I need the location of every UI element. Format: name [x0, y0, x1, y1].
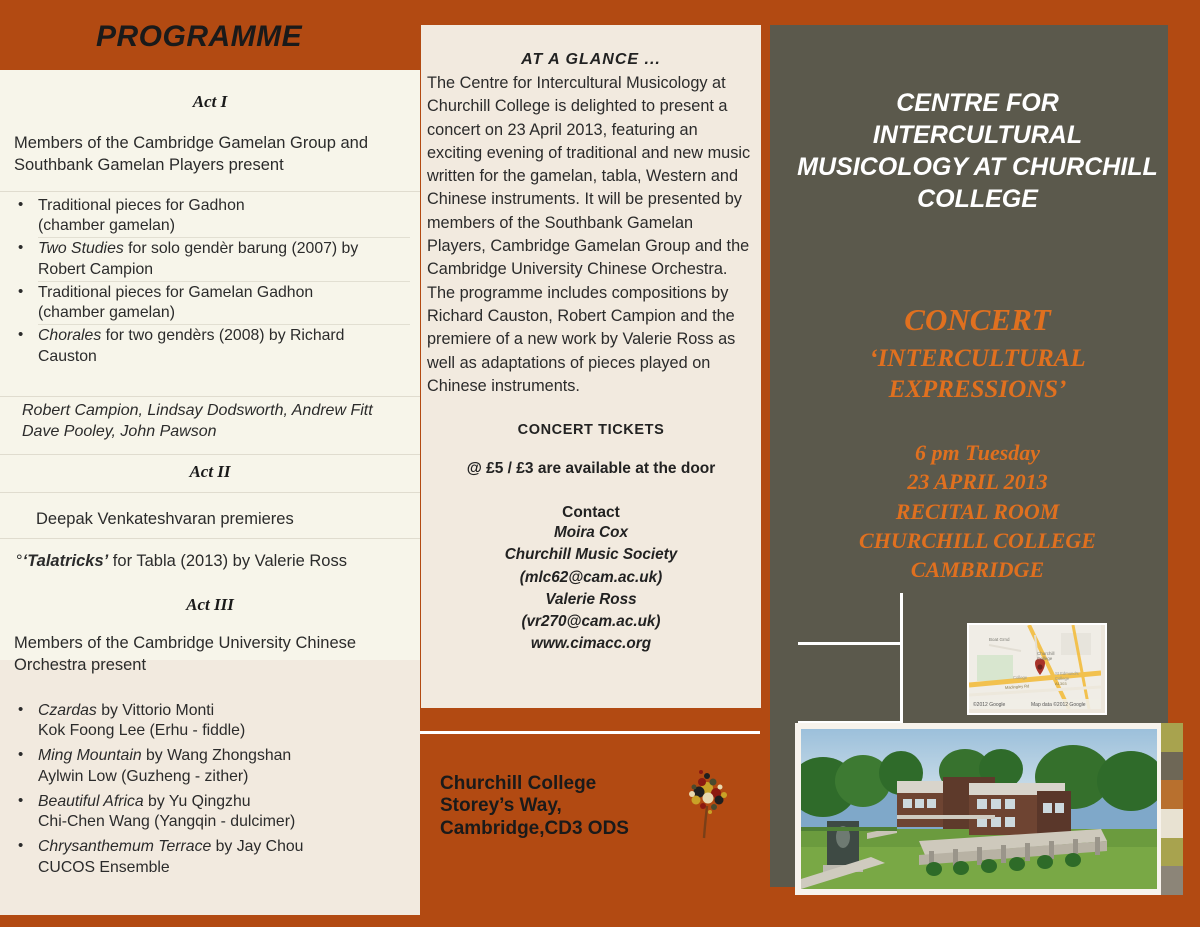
act3-lead	[0, 632, 440, 677]
map-graphic	[969, 625, 1101, 709]
list-item	[38, 700, 410, 745]
at-a-glance-body: The Centre for Intercultural Musicology at Churchill College is delighted to present a concert on 23 April 2013, featuring an exciting evening of traditional and new music written for the gamelan, tabla, Western and Chinese instruments. It will be presented by members of the Southbank Gamelan Players, Cambridge Gamelan Group and the Cambridge University Chinese Orchestra. The programme includes compositions by Richard Causton, Robert Campion and the premiere of a new work by Valerie Ross as well as adaptations of pieces played on Chinese instruments.	[427, 74, 751, 395]
piece-title: Two Studies	[38, 240, 124, 258]
event-details	[790, 438, 1165, 584]
piece-text: Traditional pieces for Gadhon	[38, 197, 245, 214]
premiere-rest: for Tabla (2013) by Valerie Ross	[108, 552, 347, 570]
white-divider-rule	[420, 731, 760, 734]
act3-block	[0, 595, 420, 615]
svg-text:College: College	[1055, 676, 1070, 681]
act3-piece-list	[0, 700, 420, 879]
event-date: 23 APRIL 2013	[907, 469, 1048, 495]
map-attribution-right: Map data ©2012 Google	[1031, 702, 1086, 708]
swatch-0	[1161, 723, 1183, 752]
college-photo-frame	[795, 723, 1163, 895]
list-item	[38, 836, 410, 878]
event-city: CAMBRIDGE	[910, 557, 1045, 582]
svg-text:College: College	[1013, 675, 1028, 680]
contact-heading: Contact	[562, 504, 620, 522]
list-item	[38, 325, 410, 367]
swatch-2	[1161, 780, 1183, 809]
swatch-4	[1161, 838, 1183, 867]
address-line-3: Cambridge,CD3 ODS	[440, 817, 629, 839]
piece-text: for solo gendèr barung (2007) by	[123, 240, 359, 258]
piece-performer: Chi-Chen Wang (Yangqin - dulcimer)	[38, 813, 296, 831]
act3-piece-list-wrap	[0, 700, 420, 879]
concert-subtitle: ‘INTERCULTURAL EXPRESSIONS’	[869, 345, 1086, 404]
act2-block	[0, 462, 420, 482]
contact-name-2: Valerie Ross	[545, 590, 637, 608]
college-photo-graphic	[801, 729, 1157, 889]
svg-text:St Edmund's: St Edmund's	[1055, 671, 1079, 676]
act2-heading: Act II	[189, 462, 231, 481]
piece-subtext: Causton	[38, 347, 97, 365]
piece-text: by Jay Chou	[211, 838, 304, 856]
map-attribution-left: ©2012 Google	[973, 702, 1006, 708]
act1-heading: Act I	[192, 92, 228, 111]
contact-website[interactable]: www.cimacc.org	[530, 635, 652, 653]
svg-text:College: College	[1037, 656, 1053, 661]
piece-title: Ming Mountain	[38, 747, 142, 765]
list-item	[38, 745, 410, 790]
piece-title: Beautiful Africa	[38, 792, 144, 810]
color-swatch-strip	[1161, 723, 1183, 895]
centre-title: CENTRE FOR INTERCULTURAL MUSICOLOGY AT CHURCHILL COLLEGE	[797, 89, 1158, 213]
divider	[0, 396, 420, 397]
piece-performer: Kok Foong Lee (Erhu - fiddle)	[38, 722, 246, 740]
piece-title: Czardas	[38, 702, 97, 719]
address-line-2: Storey’s Way,	[440, 795, 562, 817]
contact-org: Churchill Music Society	[504, 546, 678, 564]
performers-line-1: Robert Campion, Lindsay Dodsworth, Andrew Fitt	[22, 402, 373, 419]
piece-text: by Vittorio Monti	[96, 702, 215, 719]
concert-tickets-price: @ £5 / £3 are available at the door	[466, 460, 716, 478]
piece-subtext: Robert Campion	[38, 260, 154, 278]
divider	[0, 454, 420, 455]
act1-block	[0, 92, 420, 112]
piece-title: Chrysanthemum Terrace	[38, 838, 212, 856]
piece-title: Chorales	[38, 327, 102, 345]
at-a-glance-title: AT A GLANCE ...	[521, 51, 661, 68]
location-map-thumbnail[interactable]	[967, 623, 1107, 715]
list-item	[38, 195, 410, 238]
svg-text:Churchill: Churchill	[1037, 651, 1055, 656]
programme-header-band	[0, 0, 420, 70]
event-room: RECITAL ROOM	[895, 498, 1060, 524]
divider	[0, 492, 420, 493]
piece-subtext: (chamber gamelan)	[38, 217, 175, 235]
venue-address	[440, 773, 690, 840]
list-item	[38, 238, 410, 281]
act1-piece-list-wrap	[0, 195, 420, 368]
list-item	[38, 282, 410, 325]
event-venue: CHURCHILL COLLEGE	[859, 527, 1096, 553]
college-photo	[801, 729, 1157, 889]
address-line-1: Churchill College	[440, 773, 597, 794]
swatch-1	[1161, 752, 1183, 781]
piece-text: by Wang Zhongshan	[141, 747, 292, 765]
concert-tickets-title: CONCERT TICKETS	[517, 422, 665, 439]
list-item	[38, 791, 410, 836]
piece-subtext: (chamber gamelan)	[38, 304, 175, 322]
programme-title: PROGRAMME	[96, 20, 303, 53]
piece-text: Traditional pieces for Gamelan Gadhon	[38, 283, 314, 301]
programme-body	[0, 70, 420, 915]
act3-lead-text: Members of the Cambridge University Chinese Orchestra present	[14, 634, 357, 675]
act3-heading: Act III	[186, 595, 234, 614]
event-time: 6 pm Tuesday	[914, 440, 1041, 465]
decorative-horizontal-rule	[798, 642, 902, 645]
divider	[0, 191, 420, 192]
concert-word: CONCERT	[904, 302, 1051, 337]
act2-lead	[0, 508, 440, 530]
swatch-5	[1161, 866, 1183, 895]
contact-email-1[interactable]: (mlc62@cam.ac.uk)	[519, 568, 663, 586]
piece-text: by Yu Qingzhu	[143, 792, 251, 810]
left-bottom-strip	[0, 915, 420, 927]
performers-line-2: Dave Pooley, John Pawson	[22, 423, 217, 441]
act1-performers	[0, 400, 420, 442]
degree-marker: °	[16, 552, 23, 570]
act1-lead	[0, 132, 440, 177]
contact-name: Moira Cox	[554, 524, 628, 542]
act2-lead-text: Deepak Venkateshvaran premieres	[36, 510, 294, 528]
piece-performer: Aylwin Low (Guzheng - zither)	[38, 767, 249, 785]
piece-text: for two gendèrs (2008) by Richard	[101, 327, 345, 345]
piece-performer: CUCOS Ensemble	[38, 858, 170, 876]
svg-text:A1303: A1303	[1055, 681, 1067, 686]
divider	[0, 538, 420, 539]
svg-text:Boat Grnd: Boat Grnd	[989, 637, 1010, 642]
decorative-tree-icon	[672, 762, 742, 842]
act1-lead-text: Members of the Cambridge Gamelan Group and Southbank Gamelan Players present	[14, 134, 369, 175]
act2-premiere	[0, 550, 440, 572]
premiere-title: ‘Talatricks’	[22, 552, 109, 570]
programme-column	[0, 0, 420, 927]
swatch-3	[1161, 809, 1183, 838]
act1-piece-list	[0, 195, 420, 368]
svg-text:Madingley Rd: Madingley Rd	[1004, 683, 1030, 690]
act2-premiere-line	[10, 550, 430, 572]
at-a-glance-card	[421, 25, 761, 708]
contact-email-2[interactable]: (vr270@cam.ac.uk)	[521, 612, 661, 630]
